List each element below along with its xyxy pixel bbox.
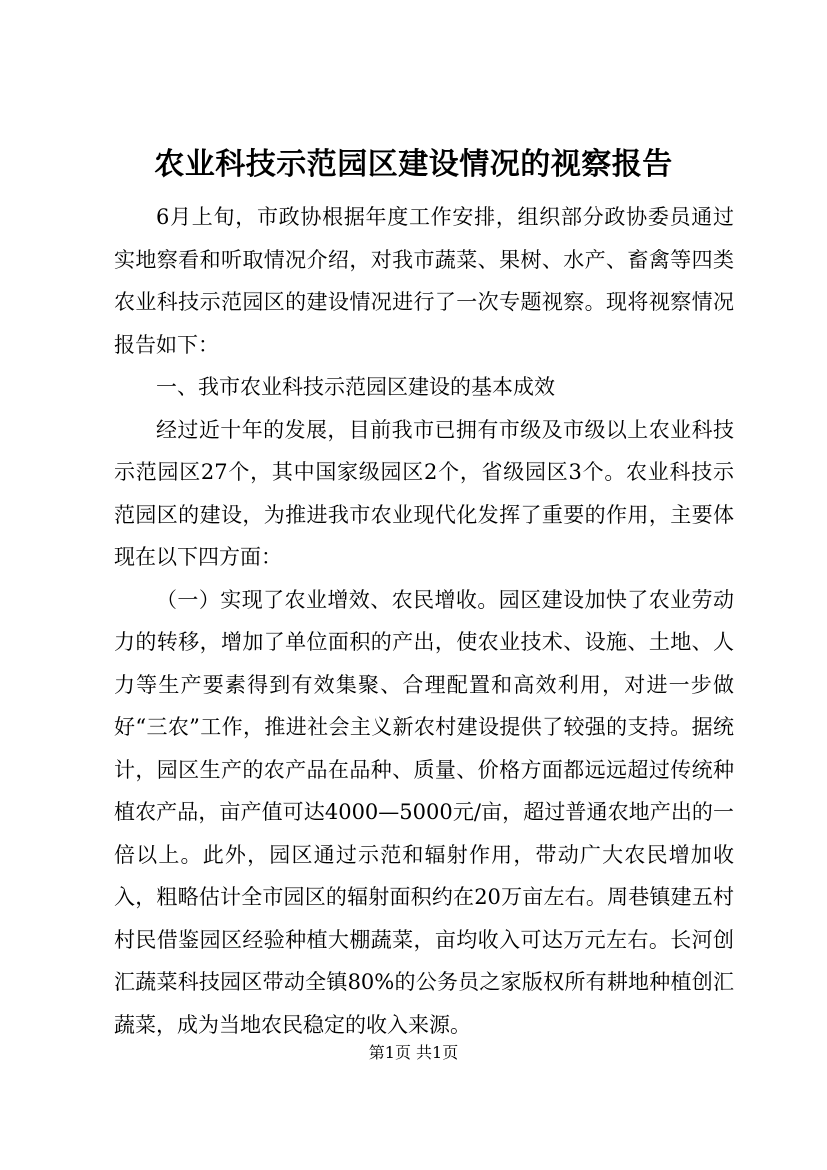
document-body [114, 196, 734, 1046]
document-title: 农业科技示范园区建设情况的视察报告 [154, 147, 673, 182]
section-heading: 一、我市农业科技示范园区建设的基本成效 [156, 375, 555, 399]
paragraph-intro: 6月上旬，市政协根据年度工作安排，组织部分政协委员通过实地察看和听取情况介绍，对我市蔬菜、果树、水产、畜禽等四类农业科技示范园区的建设情况进行了一次专题视察。现将视察情况报告如下： [114, 205, 734, 357]
page-footer: 第1页 共1页 [368, 1043, 459, 1062]
paragraph-overview: 经过近十年的发展，目前我市已拥有市级及市级以上农业科技示范园区27个，其中国家级园区2个，省级园区3个。农业科技示范园区的建设，为推进我市农业现代化发挥了重要的作用，主要体现在以下四方面： [114, 417, 734, 569]
paragraph-point-one: （一）实现了农业增效、农民增收。园区建设加快了农业劳动力的转移，增加了单位面积的产出，使农业技术、设施、土地、人力等生产要素得到有效集聚、合理配置和高效利用，对进一步做好“三农”工作，推进社会主义新农村建设提供了较强的支持。据统计，园区生产的农产品在品种、质量、价格方面都远远超过传统种植农产品，亩产值可达4000—5000元/亩，超过普通农地产出的一倍以上。此外，园区通过示范和辐射作用，带动广大农民增加收入，粗略估计全市园区的辐射面积约在20万亩左右。周巷镇建五村村民借鉴园区经验种植大棚蔬菜，亩均收入可达万元左右。长河创汇蔬菜科技园区带动全镇80%的公务员之家版权所有耕地种植创汇蔬菜，成为当地农民稳定的收入来源。 [114, 587, 734, 1037]
